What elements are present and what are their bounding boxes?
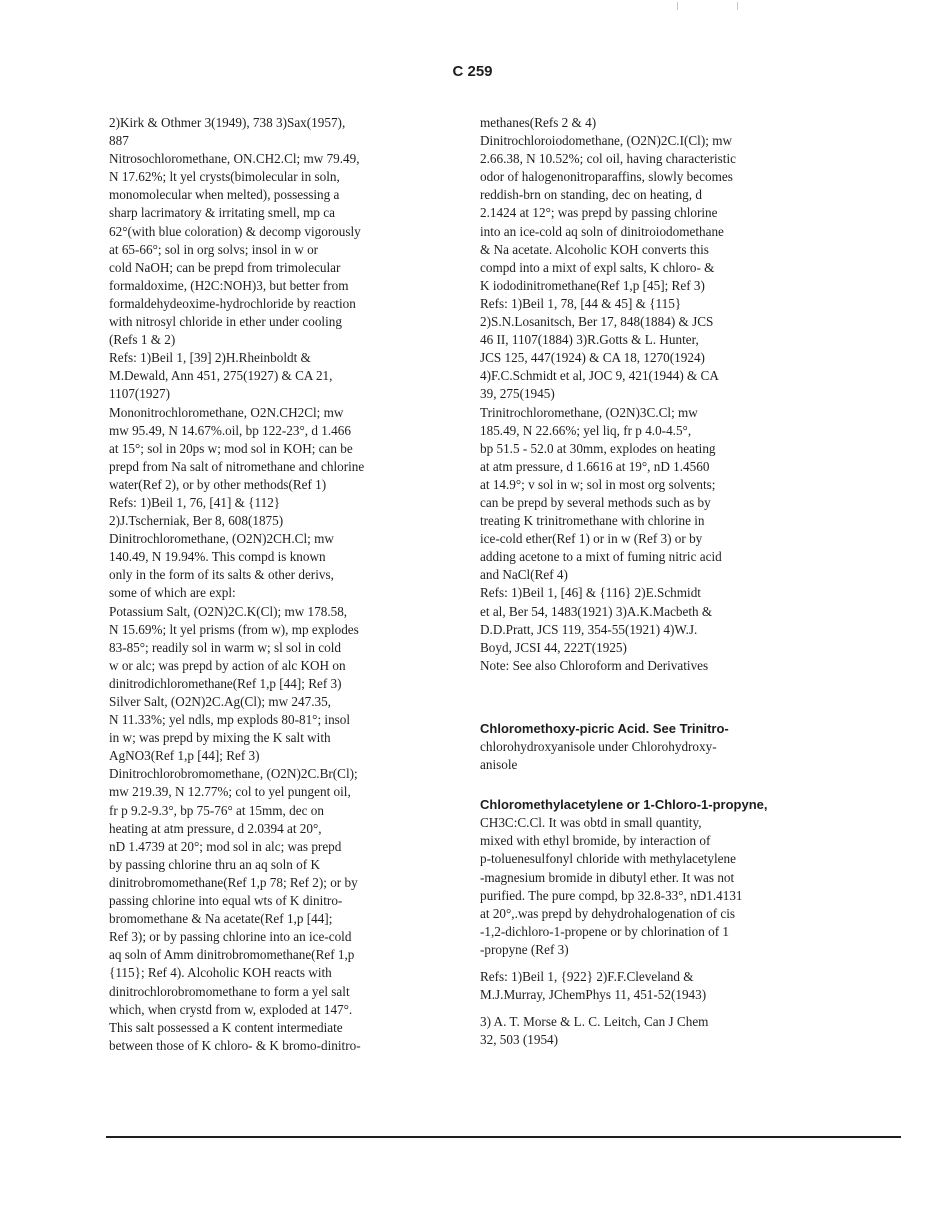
- text-line: nD 1.4739 at 20°; mod sol in alc; was prepd: [109, 838, 342, 854]
- text-line: dinitrodichloromethane(Ref 1,p [44]; Ref 3): [109, 675, 342, 691]
- text-line: et al, Ber 54, 1483(1921) 3)A.K.Macbeth &: [480, 603, 713, 619]
- text-line: Potassium Salt, (O2N)2C.K(Cl); mw 178.58,: [109, 603, 348, 619]
- text-line: AgNO3(Ref 1,p [44]; Ref 3): [109, 748, 260, 764]
- text-line: -magnesium bromide in dibutyl ether. It was not: [480, 869, 735, 885]
- text-line: Mononitrochloromethane, O2N.CH2Cl; mw: [109, 404, 344, 420]
- text-line: {115}; Ref 4). Alcoholic KOH reacts with: [109, 965, 332, 981]
- text-line: prepd from Na salt of nitromethane and chlorine: [109, 458, 365, 474]
- text-line: odor of halogenonitroparaffins, slowly becomes: [480, 169, 733, 185]
- text-line: -1,2-dichloro-1-propene or by chlorination of 1: [480, 923, 730, 939]
- text-line: between those of K chloro- & K bromo-dinitro-: [109, 1037, 361, 1053]
- scan-mark: [737, 2, 738, 10]
- text-line: at atm pressure, d 1.6616 at 19°, nD 1.4560: [480, 458, 710, 474]
- text-line: cold NaOH; can be prepd from trimolecular: [109, 259, 341, 275]
- text-line: bromomethane & Na acetate(Ref 1,p [44];: [109, 911, 333, 927]
- text-line: by passing chlorine thru an aq soln of K: [109, 856, 320, 872]
- entry-chloromethylacetylene-ref3: [480, 1013, 814, 1049]
- entry-heading: Chloromethylacetylene or 1-Chloro-1-propyne,: [480, 797, 768, 813]
- text-line: Note: See also Chloroform and Derivatives: [480, 657, 709, 673]
- spacer: [480, 1004, 814, 1013]
- text-line: Trinitrochloromethane, (O2N)3C.Cl; mw: [480, 404, 698, 420]
- text-line: formaldehydeoxime-hydrochloride by reaction: [109, 295, 356, 311]
- text-line: N 15.69%; lt yel prisms (from w), mp explodes: [109, 621, 359, 637]
- scan-mark: [677, 2, 678, 10]
- text-line: p-toluenesulfonyl chloride with methylacetylene: [480, 851, 736, 867]
- right-column: [480, 114, 814, 1049]
- text-line: dinitrobromomethane(Ref 1,p 78; Ref 2); or by: [109, 874, 358, 890]
- text-line: dinitrochlorobromomethane to form a yel salt: [109, 983, 350, 999]
- text-line: w or alc; was prepd by action of alc KOH on: [109, 657, 346, 673]
- text-line: at 15°; sol in 20ps w; mod sol in KOH; can be: [109, 440, 353, 456]
- text-line: 83-85°; readily sol in warm w; sl sol in cold: [109, 639, 341, 655]
- text-line: Refs: 1)Beil 1, 76, [41] & {112}: [109, 494, 281, 510]
- text-line: passing chlorine into equal wts of K dinitro-: [109, 893, 343, 909]
- text-line: heating at atm pressure, d 2.0394 at 20°,: [109, 820, 322, 836]
- text-line: This salt possessed a K content intermediate: [109, 1019, 343, 1035]
- text-line: Nitrosochloromethane, ON.CH2.Cl; mw 79.49,: [109, 151, 360, 167]
- text-line: 2)Kirk & Othmer 3(1949), 738 3)Sax(1957),: [109, 115, 346, 130]
- footer-rule: [106, 1136, 901, 1138]
- text-line: K iododinitromethane(Ref 1,p [45]; Ref 3): [480, 277, 705, 293]
- text-line: reddish-brn on standing, dec on heating, d: [480, 187, 702, 203]
- text-line: 32, 503 (1954): [480, 1032, 559, 1048]
- text-line: -propyne (Ref 3): [480, 941, 569, 957]
- text-line: 887: [109, 133, 129, 149]
- text-line: fr p 9.2-9.3°, bp 75-76° at 15mm, dec on: [109, 802, 324, 818]
- text-line: at 65-66°; sol in org solvs; insol in w or: [109, 241, 319, 257]
- spacer: [480, 959, 814, 968]
- text-line: compd into a mixt of expl salts, K chloro- &: [480, 259, 715, 275]
- text-line: which, when crystd from w, exploded at 147°.: [109, 1001, 353, 1017]
- text-line: sharp lacrimatory & irritating smell, mp ca: [109, 205, 335, 221]
- entry-chloromethylacetylene: [480, 796, 814, 959]
- text-line: in w; was prepd by mixing the K salt with: [109, 730, 331, 746]
- text-line: bp 51.5 - 52.0 at 30mm, explodes on heating: [480, 440, 716, 456]
- text-line: 39, 275(1945): [480, 386, 555, 402]
- text-line: M.J.Murray, JChemPhys 11, 451-52(1943): [480, 987, 707, 1003]
- text-line: Dinitrochloromethane, (O2N)2CH.Cl; mw: [109, 531, 334, 547]
- text-line: water(Ref 2), or by other methods(Ref 1): [109, 476, 327, 492]
- text-line: 140.49, N 19.94%. This compd is known: [109, 549, 326, 565]
- text-line: 62°(with blue coloration) & decomp vigorously: [109, 223, 361, 239]
- text-line: D.D.Pratt, JCS 119, 354-55(1921) 4)W.J.: [480, 621, 698, 637]
- text-line: Refs: 1)Beil 1, [39] 2)H.Rheinboldt &: [109, 350, 311, 366]
- text-line: & Na acetate. Alcoholic KOH converts this: [480, 241, 709, 257]
- text-line: only in the form of its salts & other derivs,: [109, 567, 334, 583]
- text-line: some of which are expl:: [109, 585, 236, 601]
- entry-heading: Chloromethoxy-picric Acid. See Trinitro-: [480, 720, 729, 736]
- text-line: 3) A. T. Morse & L. C. Leitch, Can J Chem: [480, 1014, 709, 1030]
- text-line: Refs: 1)Beil 1, {922} 2)F.F.Cleveland &: [480, 969, 694, 985]
- spacer: [480, 675, 814, 720]
- text-line: (Refs 1 & 2): [109, 332, 176, 348]
- text-line: CH3C:C.Cl. It was obtd in small quantity,: [480, 815, 702, 831]
- text-line: at 14.9°; v sol in w; sol in most org solvents;: [480, 476, 716, 492]
- text-line: aq soln of Amm dinitrobromomethane(Ref 1,p: [109, 947, 355, 963]
- text-line: mw 219.39, N 12.77%; col to yel pungent oil,: [109, 784, 351, 800]
- text-line: into an ice-cold aq soln of dinitroiodomethane: [480, 223, 724, 239]
- text-line: mixed with ethyl bromide, by interaction of: [480, 833, 711, 849]
- text-line: N 11.33%; yel ndls, mp explods 80-81°; insol: [109, 712, 351, 728]
- text-line: Silver Salt, (O2N)2C.Ag(Cl); mw 247.35,: [109, 694, 331, 709]
- text-line: mw 95.49, N 14.67%.oil, bp 122-23°, d 1.466: [109, 422, 351, 438]
- text-line: 4)F.C.Schmidt et al, JOC 9, 421(1944) & CA: [480, 368, 719, 384]
- text-line: adding acetone to a mixt of fuming nitric acid: [480, 549, 722, 565]
- text-line: with nitrosyl chloride in ether under cooling: [109, 314, 342, 330]
- text-line: and NaCl(Ref 4): [480, 567, 568, 583]
- page-number: C 259: [452, 63, 493, 80]
- text-line: 1107(1927): [109, 386, 171, 402]
- text-line: 2.66.38, N 10.52%; col oil, having characteristic: [480, 151, 736, 167]
- text-line: Ref 3); or by passing chlorine into an ice-cold: [109, 929, 352, 945]
- right-column-entries: [480, 114, 814, 675]
- text-line: 2.1424 at 12°; was prepd by passing chlorine: [480, 205, 718, 221]
- text-line: Refs: 1)Beil 1, 78, [44 & 45] & {115}: [480, 295, 682, 311]
- text-line: M.Dewald, Ann 451, 275(1927) & CA 21,: [109, 368, 333, 384]
- text-line: formaldoxime, (H2C:NOH)3, but better from: [109, 277, 349, 293]
- text-line: can be prepd by several methods such as by: [480, 494, 711, 510]
- text-line: 2)J.Tscherniak, Ber 8, 608(1875): [109, 513, 284, 529]
- text-line: Dinitrochlorobromomethane, (O2N)2C.Br(Cl);: [109, 766, 358, 782]
- text-line: Refs: 1)Beil 1, [46] & {116} 2)E.Schmidt: [480, 585, 701, 601]
- text-line: Boyd, JCSI 44, 222T(1925): [480, 639, 627, 655]
- text-line: monomolecular when melted), possessing a: [109, 187, 340, 203]
- text-line: purified. The pure compd, bp 32.8-33°, nD1.4131: [480, 887, 743, 903]
- text-line: ice-cold ether(Ref 1) or in w (Ref 3) or by: [480, 531, 703, 547]
- text-line: 2)S.N.Losanitsch, Ber 17, 848(1884) & JCS: [480, 314, 714, 330]
- text-line: anisole: [480, 757, 518, 773]
- text-line: N 17.62%; lt yel crysts(bimolecular in soln,: [109, 169, 340, 185]
- text-line: treating K trinitromethane with chlorine in: [480, 513, 705, 529]
- entry-chloromethoxy-picric-acid: [480, 720, 814, 774]
- text-line: 46 II, 1107(1884) 3)R.Gotts & L. Hunter,: [480, 332, 699, 348]
- text-line: chlorohydroxyanisole under Chlorohydroxy-: [480, 739, 717, 754]
- left-column: [109, 114, 431, 1055]
- entry-chloromethylacetylene-refs: [480, 968, 814, 1004]
- spacer: [480, 774, 814, 796]
- text-line: JCS 125, 447(1924) & CA 18, 1270(1924): [480, 350, 705, 366]
- text-line: at 20°,.was prepd by dehydrohalogenation of cis: [480, 905, 736, 921]
- text-line: 185.49, N 22.66%; yel liq, fr p 4.0-4.5°,: [480, 422, 692, 438]
- text-line: Dinitrochloroiodomethane, (O2N)2C.I(Cl); mw: [480, 133, 732, 149]
- text-line: methanes(Refs 2 & 4): [480, 115, 597, 130]
